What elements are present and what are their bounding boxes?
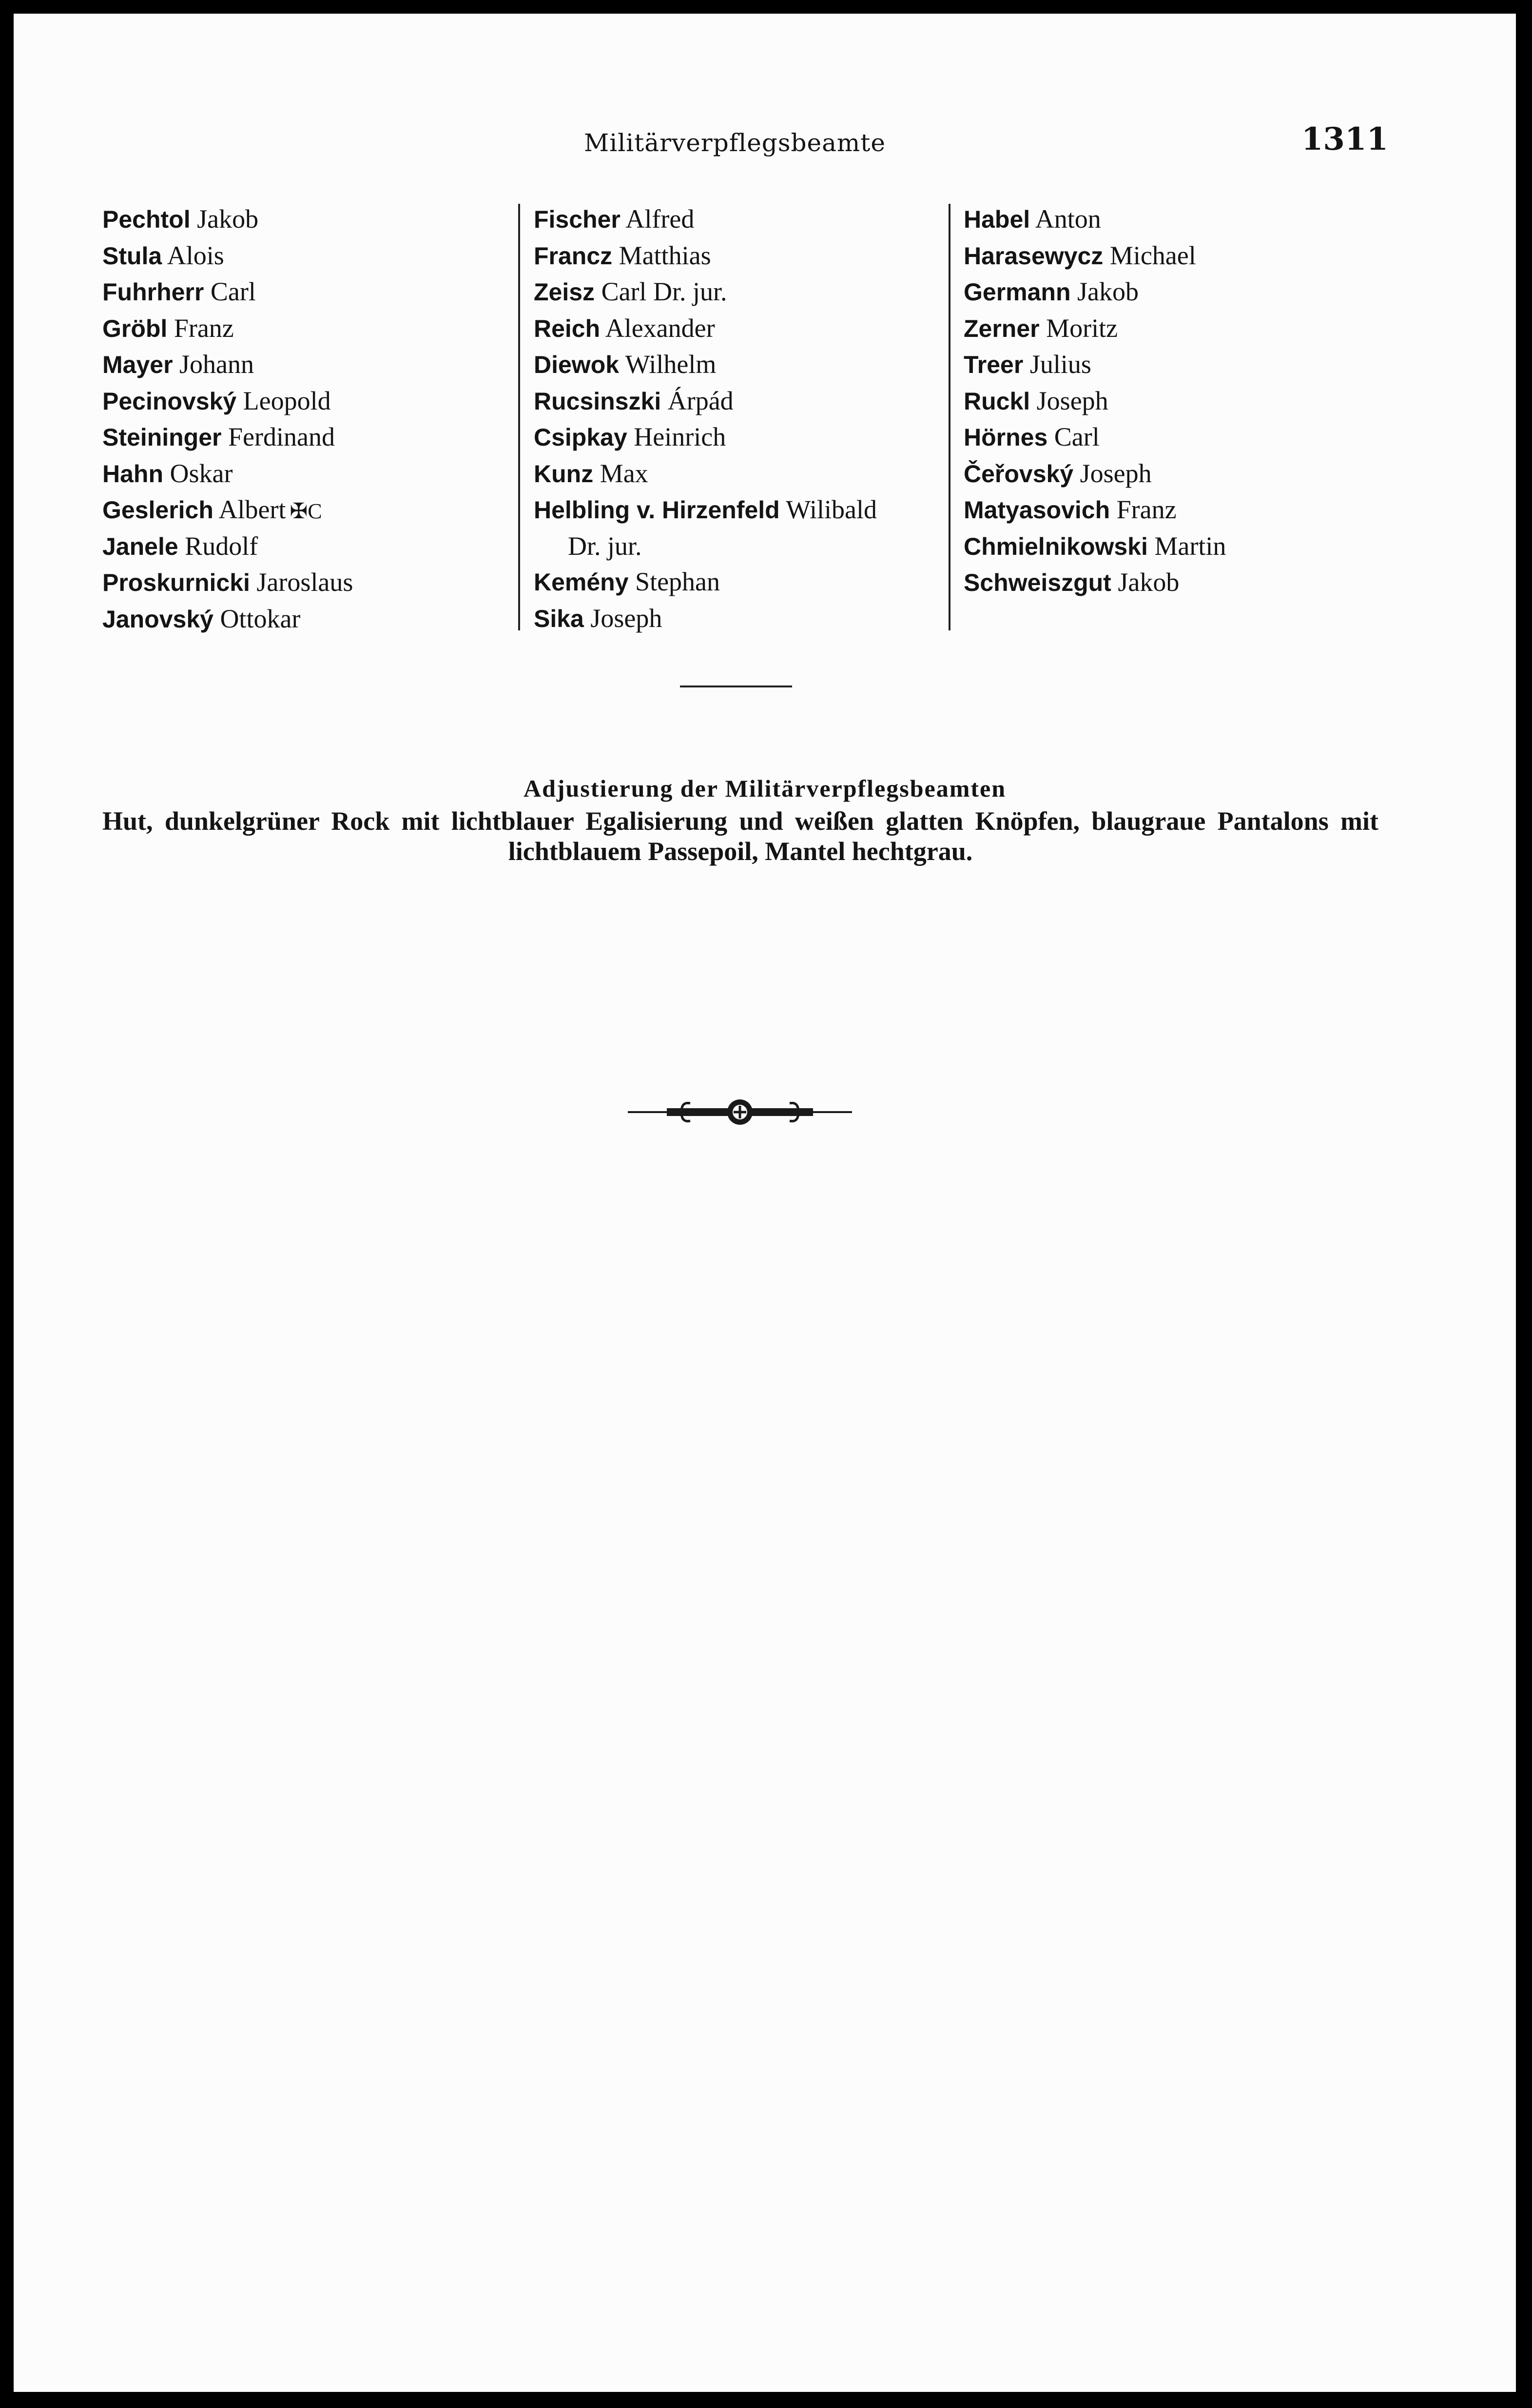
name-entry [534, 564, 953, 601]
column-divider [949, 204, 950, 630]
given-name: Ottokar [220, 604, 301, 633]
surname: Steininger [102, 424, 222, 451]
surname: Chmielnikowski [964, 532, 1148, 560]
given-name: Alfred [625, 204, 695, 234]
surname: Francz [534, 242, 613, 270]
surname: Stula [102, 242, 162, 270]
name-entry [102, 238, 507, 274]
surname: Janele [102, 532, 178, 560]
given-name: Joseph [1080, 458, 1152, 488]
given-name: Rudolf [185, 531, 258, 561]
surname: Rucsinszki [534, 387, 661, 415]
surname: Proskurnicki [102, 569, 250, 596]
name-entry [534, 601, 953, 637]
surname: Fuhrherr [102, 278, 204, 306]
surname: Sika [534, 605, 584, 632]
given-name: Matthias [619, 240, 711, 270]
ornament-divider-icon [628, 1095, 852, 1129]
surname: Diewok [534, 351, 620, 378]
surname: Geslerich [102, 496, 213, 524]
name-entry [534, 419, 953, 456]
name-entry [102, 492, 507, 529]
surname: Zeisz [534, 278, 595, 306]
given-name: Franz [174, 313, 234, 343]
surname: Helbling v. Hirzenfeld [534, 496, 780, 524]
given-name: Jakob [1077, 277, 1139, 306]
given-name: Jakob [1118, 568, 1180, 597]
surname: Treer [964, 351, 1024, 378]
given-name: Julius [1029, 350, 1091, 379]
name-column-1 [102, 201, 507, 637]
name-entry [102, 311, 507, 347]
given-name: Alexander [605, 313, 715, 343]
surname: Kemény [534, 568, 629, 596]
surname: Zerner [964, 314, 1040, 342]
name-entry [534, 347, 953, 383]
name-entry [534, 238, 953, 274]
name-entry [534, 274, 953, 311]
name-entry [534, 311, 953, 347]
document-page [14, 14, 1516, 2392]
given-name: Michael [1109, 240, 1196, 270]
name-entry [534, 492, 953, 529]
name-entry [102, 565, 507, 601]
name-column-3 [964, 201, 1368, 601]
surname: Matyasovich [964, 496, 1110, 524]
name-entry [102, 456, 507, 492]
given-name: Stephan [635, 567, 720, 596]
name-entry [964, 529, 1368, 565]
surname: Kunz [534, 460, 594, 488]
given-name: Alois [167, 240, 224, 270]
given-name: Moritz [1046, 313, 1118, 343]
given-name: Heinrich [634, 422, 726, 451]
given-name: Leopold [243, 386, 331, 415]
name-entry [964, 383, 1368, 420]
surname: Germann [964, 278, 1071, 306]
given-name: Joseph [1036, 386, 1108, 415]
given-name: Carl [210, 277, 256, 306]
name-entry [534, 456, 953, 492]
given-name: Wilibald [786, 495, 877, 524]
name-entry [964, 274, 1368, 311]
name-entry [102, 274, 507, 311]
name-entry [102, 529, 507, 565]
name-entry [102, 419, 507, 456]
given-name: Jakob [197, 204, 259, 234]
name-entry [102, 383, 507, 420]
name-entry [964, 419, 1368, 456]
given-name: Joseph [590, 603, 662, 633]
column-divider [518, 204, 520, 630]
surname: Hahn [102, 460, 163, 488]
name-entry [964, 565, 1368, 601]
running-header: Militärverpflegsbeamte [584, 129, 886, 157]
surname: Hörnes [964, 424, 1048, 451]
name-entry [102, 347, 507, 383]
surname: Gröbl [102, 314, 168, 342]
given-name: Wilhelm [625, 350, 717, 379]
name-entry [964, 347, 1368, 383]
surname: Schweiszgut [964, 569, 1111, 596]
surname: Fischer [534, 206, 621, 233]
given-name: Ferdinand [228, 422, 335, 451]
given-name: Martin [1154, 531, 1226, 561]
surname: Csipkay [534, 424, 627, 451]
section-title: Adjustierung der Militärverpflegsbeamten [523, 775, 1007, 802]
surname: Janovský [102, 605, 213, 633]
surname: Pechtol [102, 206, 191, 233]
given-name: Max [600, 458, 648, 488]
name-entry [102, 601, 507, 638]
name-entry [964, 456, 1368, 492]
name-entry [964, 238, 1368, 274]
given-name: Anton [1035, 204, 1101, 234]
surname: Čeřovský [964, 460, 1074, 488]
given-name: Carl Dr. jur. [601, 277, 727, 306]
given-name: Franz [1116, 495, 1177, 524]
surname: Ruckl [964, 387, 1030, 415]
name-entry [102, 201, 507, 238]
given-name: Dr. jur. [568, 531, 642, 561]
name-column-2 [534, 201, 953, 637]
given-name: Jaroslaus [256, 568, 353, 597]
name-entry [534, 201, 953, 238]
surname: Habel [964, 206, 1030, 233]
given-name: Oskar [170, 458, 233, 488]
surname: Harasewycz [964, 242, 1104, 270]
name-entry [534, 529, 953, 565]
surname: Reich [534, 314, 601, 342]
name-entry [964, 492, 1368, 529]
given-name: Carl [1054, 422, 1100, 451]
surname: Mayer [102, 351, 173, 378]
name-entry [534, 383, 953, 420]
given-name: Johann [179, 350, 254, 379]
given-name: Árpád [667, 386, 734, 415]
surname: Pecinovský [102, 387, 237, 415]
name-entry [964, 311, 1368, 347]
cross-decoration-icon: ✠C [290, 499, 322, 523]
given-name: Albert [218, 495, 286, 524]
page-number: 1311 [1301, 121, 1388, 157]
name-entry [964, 201, 1368, 238]
section-separator [680, 685, 792, 687]
section-body: Hut, dunkelgrüner Rock mit lichtblauer Egalisierung und weißen glatten Knöpfen, blaugraue Pantalons mit lichtblauem Passepoil, Mantel hechtgrau. [102, 806, 1378, 866]
